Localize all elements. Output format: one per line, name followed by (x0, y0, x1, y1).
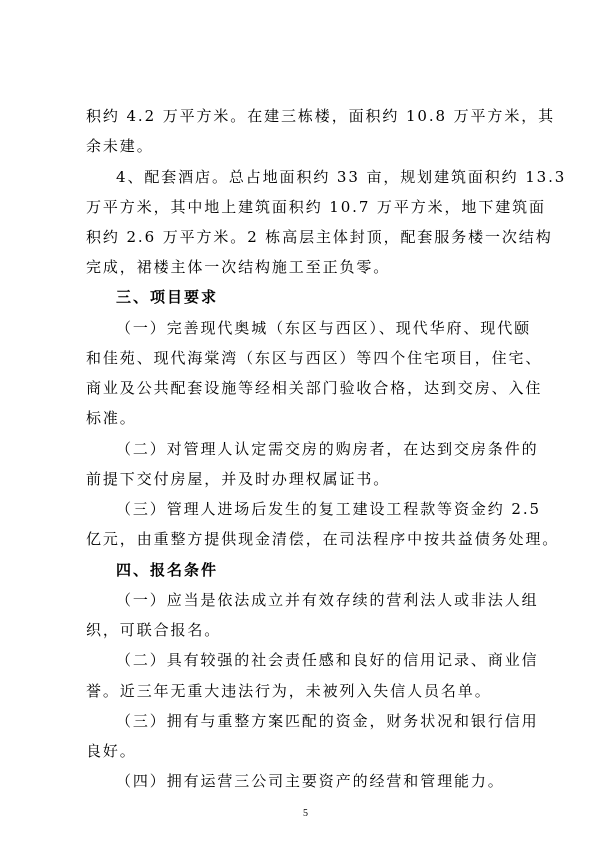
paragraph-line: 誉。近三年无重大违法行为，未被列入失信人员名单。 (86, 682, 492, 700)
paragraph-line: 织，可联合报名。 (86, 621, 222, 639)
paragraph-line: 4、配套酒店。总占地面积约 33 亩，规划建筑面积约 13.3 (116, 168, 567, 186)
paragraph-line: 和佳苑、现代海棠湾（东区与西区）等四个住宅项目，住宅、 (86, 349, 543, 367)
paragraph-line: （一）完善现代奥城（东区与西区）、现代华府、现代颐 (116, 319, 532, 337)
paragraph-line: （四）拥有运营三公司主要资产的经营和管理能力。 (116, 772, 505, 790)
section-heading: 四、报名条件 (116, 561, 219, 579)
paragraph-line: 前提下交付房屋，并及时办理权属证书。 (86, 470, 391, 488)
paragraph-line: 标准。 (86, 409, 137, 427)
paragraph-line: （三）管理人进场后发生的复工建设工程款等资金约 2.5 (116, 500, 541, 518)
section-heading: 三、项目要求 (116, 288, 219, 306)
paragraph-line: 亿元，由重整方提供现金清偿，在司法程序中按共益债务处理。 (86, 530, 560, 548)
paragraph-line: （一）应当是依法成立并有效存续的营利法人或非法人组 (116, 591, 539, 609)
paragraph-line: 余未建。 (86, 137, 154, 155)
paragraph-line: 完成，裙楼主体一次结构施工至正负零。 (86, 258, 391, 276)
paragraph-line: 积约 4.2 万平方米。在建三栋楼，面积约 10.8 万平方米，其 (86, 107, 556, 125)
paragraph-line: （二）具有较强的社会责任感和良好的信用记录、商业信 (116, 651, 539, 669)
paragraph-line: （三）拥有与重整方案匹配的资金，财务状况和银行信用 (116, 712, 539, 730)
paragraph-line: （二）对管理人认定需交房的购房者，在达到交房条件的 (116, 440, 539, 458)
page-number: 5 (303, 808, 308, 819)
paragraph-line: 积约 2.6 万平方米。2 栋高层主体封顶，配套服务楼一次结构 (86, 228, 553, 246)
paragraph-line: 商业及公共配套设施等经相关部门验收合格，达到交房、入住 (86, 379, 543, 397)
paragraph-line: 万平方米，其中地上建筑面积约 10.7 万平方米，地下建筑面 (86, 198, 546, 216)
paragraph-line: 良好。 (86, 742, 137, 760)
